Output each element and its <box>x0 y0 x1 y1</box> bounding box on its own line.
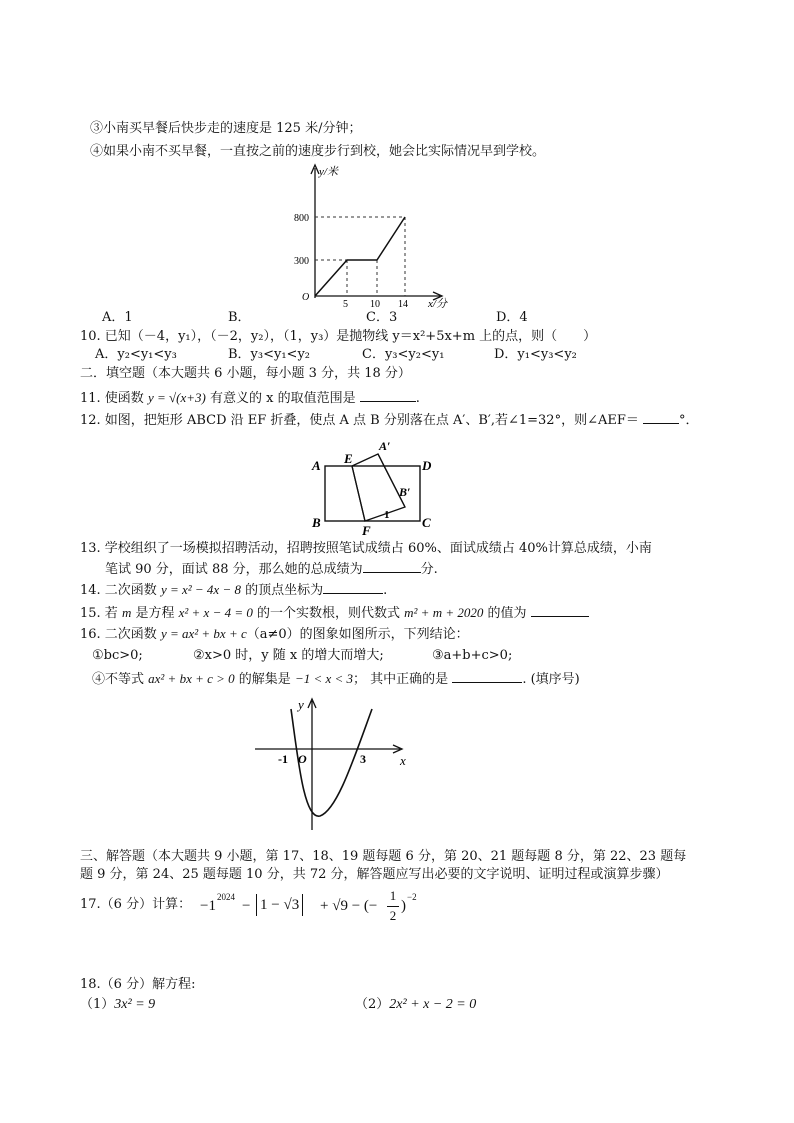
label-a: A <box>312 458 321 473</box>
q16-conclusion-2: ②x>0 时，y 随 x 的增大而增大; <box>193 648 384 663</box>
graph-line <box>315 217 405 296</box>
section-2-heading: 二．填空题（本大题共 6 小题，每小题 3 分，共 18 分） <box>80 366 411 381</box>
q17-term-1: −1 <box>200 898 216 914</box>
y-tick-300: 300 <box>294 256 309 267</box>
q9-option-a: A．1 <box>102 310 133 325</box>
q16-text-b: （a≠0）的图象如图所示，下列结论： <box>246 627 469 642</box>
q11-text-a: 11. 使函数 <box>80 391 148 406</box>
question-13-line-2 <box>105 560 438 578</box>
label-b: B <box>312 515 321 530</box>
q15-text-d: 的值为 <box>483 606 527 621</box>
section-3-heading-line-2: 题 9 分，第 24、25 题每题 10 分，共 72 分，解答题应写出必要的文字说明、证明过程或演算步骤） <box>80 867 669 882</box>
x-axis-label: x/分 <box>428 298 447 310</box>
q12-answer-blank[interactable] <box>643 411 679 424</box>
q16-conclusion-3: ③a+b+c>0; <box>432 648 513 663</box>
q17-label: 17.（6 分）计算： <box>80 897 192 912</box>
q16-c4-range: −1 < x < 3 <box>294 671 354 686</box>
q16-c4-text-b: 的解集是 <box>234 672 295 687</box>
q15-expression: m² + m + 2020 <box>404 605 484 620</box>
q13-text-end: 分. <box>420 562 438 577</box>
q12-text-end: °． <box>679 413 699 428</box>
folded-rectangle-figure <box>305 439 455 538</box>
q16-conclusion-4 <box>92 670 580 688</box>
q14-text-a: 14. 二次函数 <box>80 583 161 598</box>
statement-3: ③小南买早餐后快步走的速度是 125 米/分钟； <box>90 121 362 136</box>
q10-option-d: D．y₁<y₃<y₂ <box>494 347 577 362</box>
label-a-prime: A′ <box>379 439 391 453</box>
q9-option-c: C．3 <box>366 310 398 325</box>
question-15 <box>80 604 589 622</box>
q16-expression: y = ax² + bx + c <box>160 626 247 641</box>
q11-answer-blank[interactable] <box>360 389 416 402</box>
q17-exponent-2: −2 <box>407 892 417 902</box>
label-d: D <box>422 458 432 473</box>
q17-fraction-bar <box>387 906 399 907</box>
label-angle-1: 1 <box>384 509 390 521</box>
origin-label: O <box>298 752 307 766</box>
q10-stem: 10. 已知（－4，y₁），（－2，y₂），（1，y₃）是抛物线 y＝x²+5x+m 上的点，则（ ） <box>80 329 597 344</box>
parabola-graph <box>250 695 420 835</box>
q16-c4-text-d: . (填序号) <box>522 672 580 687</box>
q17-term-3: + √9 − (− <box>320 898 378 914</box>
section-3-heading-line-1: 三、解答题（本大题共 9 小题，第 17、18、19 题每题 6 分，第 20、21 题每题 8 分，第 22、23 题每 <box>80 849 687 864</box>
q13-answer-blank[interactable] <box>363 560 421 573</box>
q10-option-a: A．y₂<y₁<y₃ <box>95 347 177 362</box>
q11-text-c: . <box>415 391 420 406</box>
label-b-prime: B′ <box>399 485 411 499</box>
q13-text: 笔试 90 分，面试 88 分，那么她的总成绩为 <box>105 562 363 577</box>
x-tick-neg1: -1 <box>278 752 288 766</box>
y-tick-800: 800 <box>294 213 309 224</box>
q12-text: 12. 如图，把矩形 ABCD 沿 EF 折叠，使点 A 点 B 分别落在点 A′、B′,若∠1=32°，则∠AEF＝ <box>80 413 639 428</box>
q16-text-a: 16. 二次函数 <box>80 627 161 642</box>
statement-4: ④如果小南不买早餐，一直按之前的速度步行到校，她会比实际情况早到学校。 <box>90 144 546 159</box>
y-axis-label: y <box>298 697 304 712</box>
q17-fraction-denominator: 2 <box>389 908 397 923</box>
origin-label: O <box>302 292 310 303</box>
label-f: F <box>362 523 371 538</box>
q15-text-c: 的一个实数根，则代数式 <box>252 606 405 621</box>
question-16 <box>80 626 469 643</box>
distance-time-graph <box>290 158 460 308</box>
label-c: C <box>422 515 431 530</box>
q15-text-b: 是方程 <box>131 606 179 621</box>
question-14 <box>80 581 387 599</box>
q16-c4-text-a: ④不等式 <box>92 672 149 687</box>
y-axis-label: y/米 <box>319 166 338 178</box>
x-tick-3: 3 <box>360 752 366 766</box>
q10-option-c: C．y₃<y₂<y₁ <box>362 347 445 362</box>
x-tick-10: 10 <box>370 299 380 310</box>
q15-equation: x² + x − 4 = 0 <box>178 605 253 620</box>
q9-option-b: B． <box>228 310 251 325</box>
q14-text-c: . <box>383 583 388 598</box>
q16-c4-text-c: ； 其中正确的是 <box>353 672 449 687</box>
q17-exponent-1: 2024 <box>217 892 235 902</box>
q17-absolute-value: 1 − √3 <box>256 894 303 916</box>
q15-text-a: 15. 若 <box>80 606 122 621</box>
x-tick-14: 14 <box>398 299 408 310</box>
question-11 <box>80 389 420 407</box>
q17-minus: − <box>242 898 251 914</box>
q18-part-1-equation: 3x² = 9 <box>114 997 156 1012</box>
question-12 <box>80 411 699 429</box>
q16-conclusion-1: ①bc>0; <box>92 648 143 663</box>
q17-close-paren: ) <box>401 898 406 914</box>
q14-text-b: 的顶点坐标为 <box>240 583 324 598</box>
q14-answer-blank[interactable] <box>323 581 383 594</box>
q16-c4-inequality: ax² + bx + c > 0 <box>148 671 235 686</box>
q11-text-b: 有意义的 x 的取值范围是 <box>205 391 360 406</box>
q16-answer-blank[interactable] <box>452 670 522 683</box>
q9-option-d: D．4 <box>496 310 528 325</box>
q14-expression: y = x² − 4x − 8 <box>160 582 241 597</box>
q17-fraction-numerator: 1 <box>389 888 397 903</box>
q10-option-b: B．y₃<y₁<y₂ <box>228 347 311 362</box>
q15-variable-m: m <box>121 605 132 620</box>
x-axis-label: x <box>400 753 406 768</box>
q18-part-2-label: （2） <box>355 997 390 1012</box>
q18-part-1-label: （1） <box>80 997 115 1012</box>
q18-part-2-equation: 2x² + x − 2 = 0 <box>389 997 477 1012</box>
q18-part-2 <box>355 997 476 1013</box>
x-tick-5: 5 <box>343 299 348 310</box>
q13-line-1: 13. 学校组织了一场模拟招聘活动，招聘按照笔试成绩占 60%、面试成绩占 40%计算总成绩，小南 <box>80 541 652 556</box>
label-e: E <box>344 451 353 466</box>
q18-label: 18.（6 分）解方程: <box>80 977 196 992</box>
q18-part-1 <box>80 997 155 1013</box>
q11-expression: y = √(x+3) <box>147 390 206 405</box>
q15-answer-blank[interactable] <box>531 604 589 617</box>
